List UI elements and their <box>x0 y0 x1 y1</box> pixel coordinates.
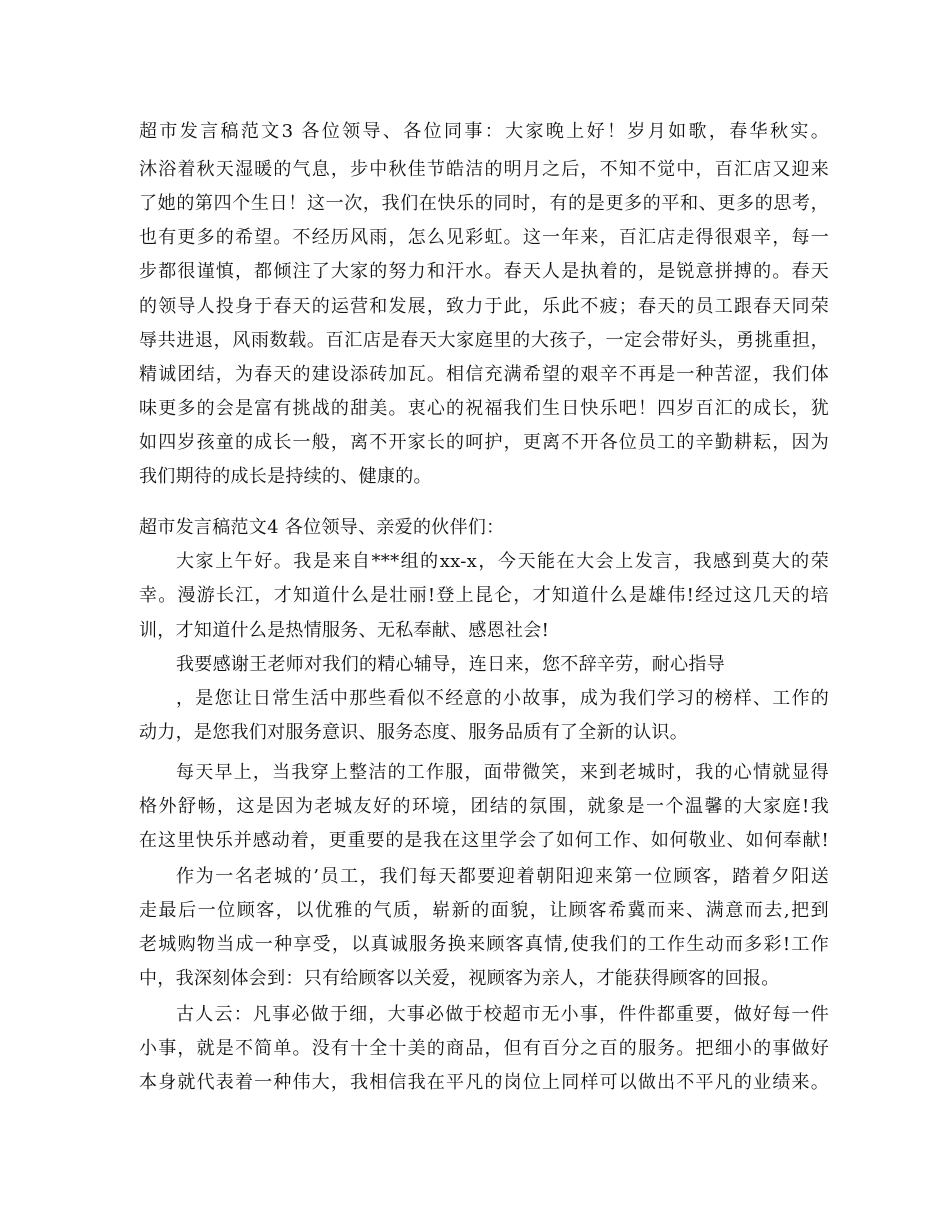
text-line: 幸。漫游长江，才知道什么是壮丽!登上昆仑，才知道什么是雄伟!经过这几天的培 <box>139 585 829 606</box>
text-line: 走最后一位顾客，以优雅的气质，崭新的面貌，让顾客希冀而来、满意而去,把到 <box>139 900 829 921</box>
text-line: 也有更多的希望。不经历风雨，怎么见彩虹。这一年来，百汇店走得很艰辛，每一 <box>139 227 829 248</box>
text-line: 小事，就是不简单。没有十全十美的商品，但有百分之百的服务。把细小的事做好 <box>139 1038 829 1059</box>
text-line: 精诚团结，为春天的建设添砖加瓦。相信充满希望的艰辛不再是一种苦涩，我们体 <box>139 364 829 385</box>
text-line: 步都很谨慎，都倾注了大家的努力和汗水。春天人是执着的，是锐意拼搏的。春天 <box>139 261 829 282</box>
text-line: 每天早上，当我穿上整洁的工作服，面带微笑，来到老城时，我的心情就显得 <box>176 762 829 783</box>
text-line: 辱共进退，风雨数载。百汇店是春天大家庭里的大孩子，一定会带好头，勇挑重担， <box>139 330 829 351</box>
text-line: ，是您让日常生活中那些看似不经意的小故事，成为我们学习的榜样、工作的 <box>176 688 829 709</box>
text-line: 如四岁孩童的成长一般，离不开家长的呵护，更离不开各位员工的辛勤耕耘，因为 <box>139 432 829 453</box>
text-line: 味更多的会是富有挑战的甜美。衷心的祝福我们生日快乐吧！四岁百汇的成长，犹 <box>139 398 829 419</box>
text-line: 的领导人投身于春天的运营和发展，致力于此，乐此不疲；春天的员工跟春天同荣 <box>139 296 829 317</box>
text-line: 老城购物当成一种享受，以真诚服务换来顾客真情,使我们的工作生动而多彩!工作 <box>139 934 829 955</box>
text-line: 中，我深刻体会到：只有给顾客以关爱，视顾客为亲人，才能获得顾客的回报。 <box>139 968 780 989</box>
text-line: 了她的第四个生日！这一次，我们在快乐的同时，有的是更多的平和、更多的思考， <box>139 193 829 214</box>
text-line: 大家上午好。我是来自***组的xx-x，今天能在大会上发言，我感到莫大的荣 <box>176 551 829 572</box>
text-line: 古人云：凡事必做于细，大事必做于校超市无小事，件件都重要，做好每一件 <box>176 1004 829 1025</box>
text-line: 我们期待的成长是持续的、健康的。 <box>139 466 432 487</box>
text-line: 我要感谢王老师对我们的精心辅导，连日来，您不辞辛劳，耐心指导 <box>176 654 725 675</box>
text-line: 动力，是您我们对服务意识、服务态度、服务品质有了全新的认识。 <box>139 722 688 743</box>
text-line: 格外舒畅，这是因为老城友好的环境，团结的氛围，就象是一个温馨的大家庭!我 <box>139 796 829 817</box>
text-line: 沐浴着秋天湿暖的气息，步中秋佳节皓洁的明月之后，不知不觉中，百汇店又迎来 <box>139 159 829 180</box>
text-line: 作为一名老城的’员工，我们每天都要迎着朝阳迎来第一位顾客，踏着夕阳送 <box>176 866 829 887</box>
section-heading: 超市发言稿范文4 各位领导、亲爱的伙伴们： <box>139 517 505 538</box>
text-line: 训，才知道什么是热情服务、无私奉献、感恩社会! <box>139 620 550 641</box>
text-line: 超市发言稿范文3 各位领导、各位同事：大家晚上好！岁月如歌，春华秋实。 <box>139 121 829 142</box>
text-line: 本身就代表着一种伟大，我相信我在平凡的岗位上同样可以做出不平凡的业绩来。 <box>139 1072 829 1093</box>
text-line: 在这里快乐并感动着，更重要的是我在这里学会了如何工作、如何敬业、如何奉献! <box>139 830 829 851</box>
